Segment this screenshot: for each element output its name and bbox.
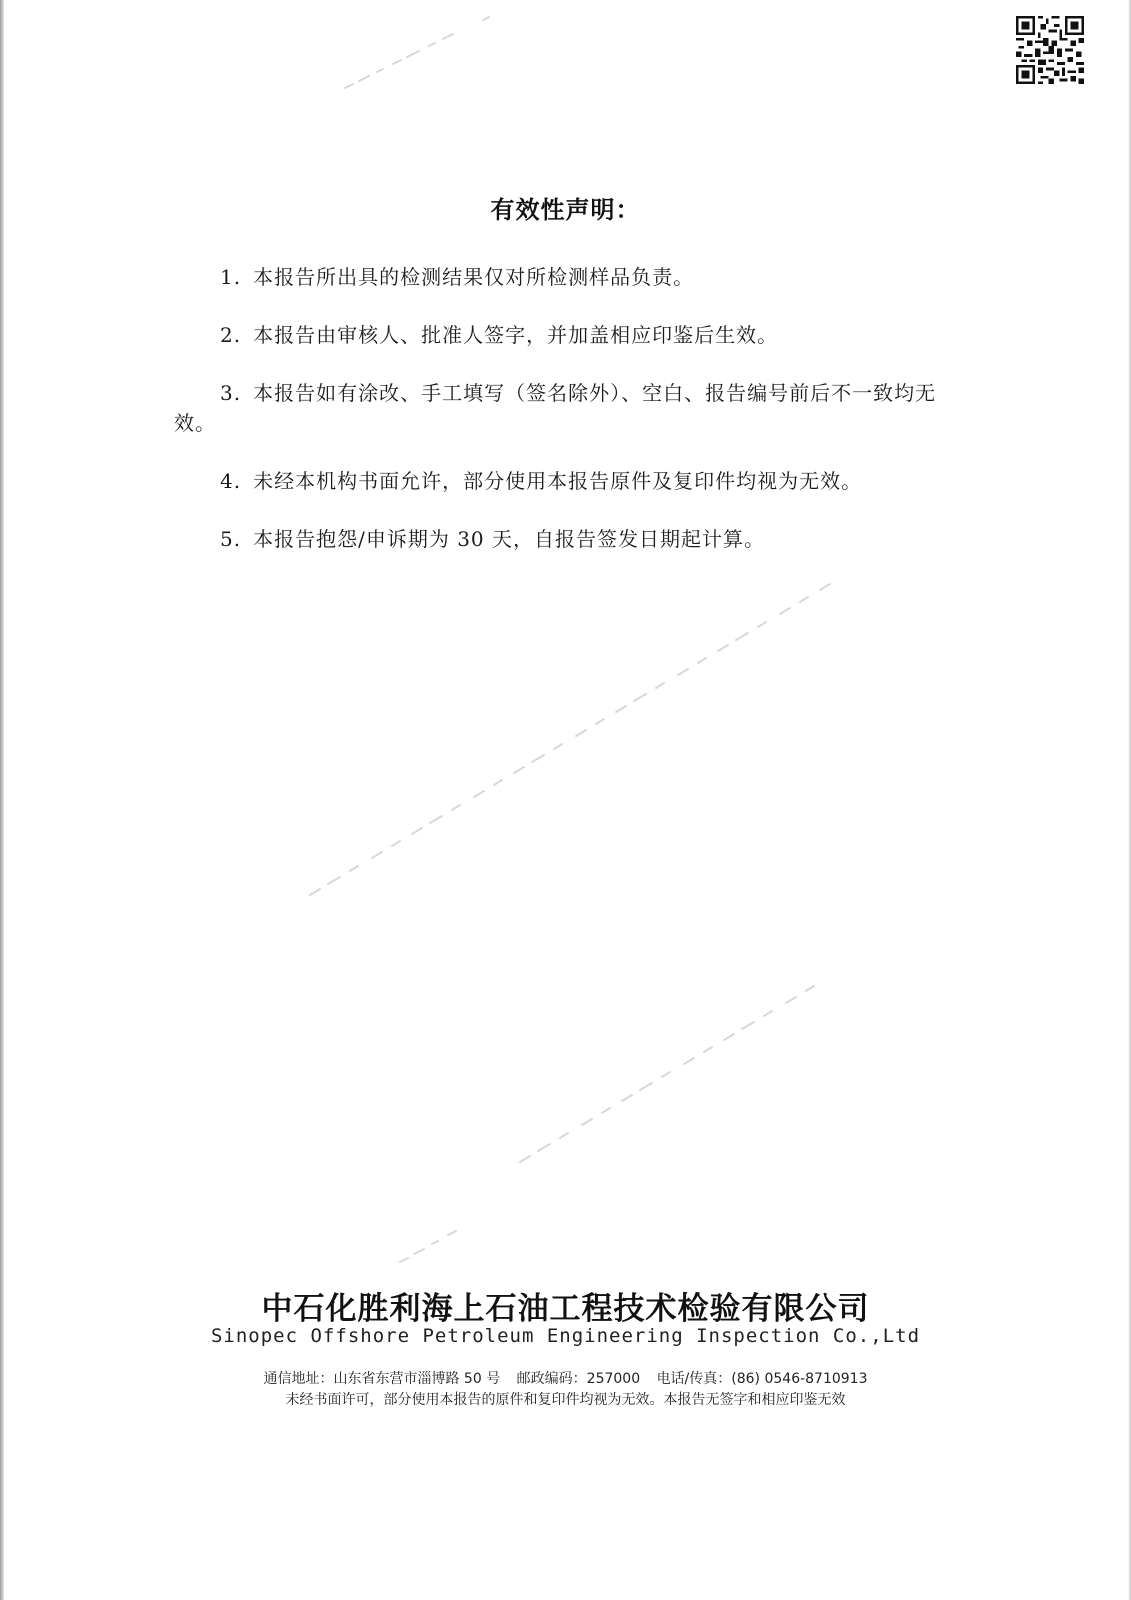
clause-3 [174, 378, 964, 438]
statement-title: 有效性声明： [490, 196, 641, 224]
footer-notice: 未经书面许可，部分使用本报告的原件和复印件均视为无效。本报告无签字和相应印鉴无效 [285, 1392, 846, 1408]
clause-number: 5. [220, 527, 242, 551]
clause-text: 未经本机构书面允许，部分使用本报告原件及复印件均视为无效。 [253, 469, 863, 493]
footer-phone: 电话/传真：(86) 0546-8710913 [656, 1371, 868, 1387]
clause-text: 本报告所出具的检测结果仅对所检测样品负责。 [253, 265, 695, 289]
clause-number: 4. [220, 469, 242, 493]
scan-edge-left [0, 0, 4, 1600]
qr-code-icon [1016, 16, 1084, 84]
clause-number: 3. [220, 381, 242, 405]
clause-number: 1. [220, 265, 242, 289]
statement-clauses [174, 262, 964, 582]
clause-text: 本报告由审核人、批准人签字，并加盖相应印鉴后生效。 [253, 323, 779, 347]
clause-2 [174, 320, 964, 350]
clause-text: 本报告如有涂改、手工填写（签名除外）、空白、报告编号前后不一致均无效。 [174, 381, 937, 435]
clause-1 [174, 262, 964, 292]
company-name-en: Sinopec Offshore Petroleum Engineering Inspection Co.,Ltd [210, 1325, 921, 1347]
footer-contact [0, 1368, 1131, 1388]
clause-text: 本报告抱怨/申诉期为 30 天，自报告签发日期起计算。 [253, 527, 765, 551]
clause-4 [174, 466, 964, 496]
clause-5 [174, 524, 964, 554]
footer-postcode: 邮政编码：257000 [516, 1371, 641, 1387]
footer-address: 通信地址：山东省东营市淄博路 50 号 [263, 1371, 501, 1387]
company-name-cn: 中石化胜利海上石油工程技术检验有限公司 [261, 1291, 870, 1327]
clause-number: 2. [220, 323, 242, 347]
